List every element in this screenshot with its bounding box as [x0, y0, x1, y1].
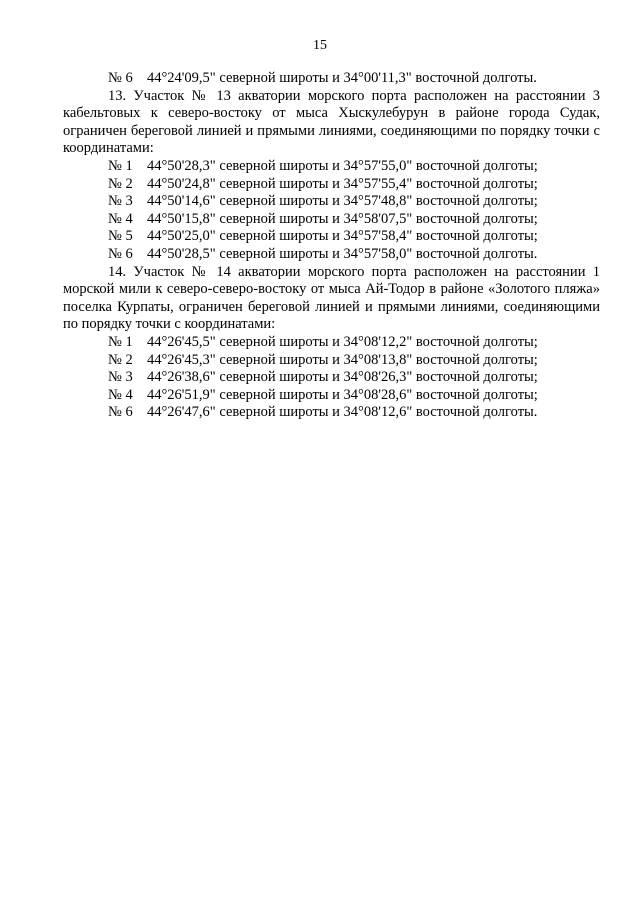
section-14-paragraph: 14. Участок № 14 акватории морского порта расположен на расстоянии 1 морской мили к северо-северо-востоку от мыса Ай-Тодор в районе «Золотого пляжа» поселка Курпаты, ограничен береговой линией и прямыми линиями, соединяющими по порядку точки с координатами: — [63, 263, 600, 333]
point-number: № 3 — [108, 369, 133, 386]
point-number: № 4 — [108, 386, 133, 403]
point-number: № 2 — [108, 351, 133, 368]
point-number: № 6 — [108, 245, 133, 262]
point-coordinates: 44°50'28,5" северной широты и 34°57'58,0" восточной долготы. — [147, 245, 538, 262]
point-coordinates: 44°24'09,5" северной широты и 34°00'11,3" восточной долготы. — [147, 70, 537, 86]
point-number: № 6 — [108, 404, 133, 421]
document-body — [63, 70, 600, 422]
coordinate-line — [63, 387, 600, 405]
point-coordinates: 44°50'28,3" северной широты и 34°57'55,0" восточной долготы; — [147, 157, 538, 174]
coordinate-line — [63, 334, 600, 352]
point-coordinates: 44°50'15,8" северной широты и 34°58'07,5" восточной долготы; — [147, 210, 538, 227]
coordinate-line — [63, 176, 600, 194]
coordinate-line — [63, 211, 600, 229]
point-coordinates: 44°26'47,6" северной широты и 34°08'12,6" восточной долготы. — [147, 404, 538, 421]
coordinate-line — [63, 352, 600, 370]
coordinate-line — [63, 369, 600, 387]
coordinate-line — [63, 404, 600, 422]
point-coordinates: 44°26'45,5" северной широты и 34°08'12,2" восточной долготы; — [147, 333, 538, 350]
point-coordinates: 44°26'51,9" северной широты и 34°08'28,6" восточной долготы; — [147, 386, 538, 403]
page-number: 15 — [313, 38, 327, 53]
point-coordinates: 44°50'14,6" северной широты и 34°57'48,8" восточной долготы; — [147, 193, 538, 210]
point-coordinates: 44°26'38,6" северной широты и 34°08'26,3" восточной долготы; — [147, 369, 538, 386]
point-number: № 3 — [108, 193, 133, 210]
coordinate-line — [63, 158, 600, 176]
point-coordinates: 44°26'45,3" северной широты и 34°08'13,8" восточной долготы; — [147, 351, 538, 368]
coordinate-line — [63, 228, 600, 246]
section-13-paragraph: 13. Участок № 13 акватории морского порта расположен на расстоянии 3 кабельтовых к северо-востоку от мыса Хыскулебурун в районе города Судак, ограничен береговой линией и прямыми линиями, соединяющими по порядку точки с координатами: — [63, 87, 600, 157]
point-number: № 1 — [108, 333, 133, 350]
coordinate-line — [63, 246, 600, 264]
point-number: № 5 — [108, 228, 133, 245]
coordinate-line — [63, 193, 600, 211]
point-coordinates: 44°50'24,8" северной широты и 34°57'55,4" восточной долготы; — [147, 175, 538, 192]
coordinate-line — [63, 70, 600, 88]
point-number: № 6 — [108, 70, 133, 86]
point-number: № 1 — [108, 157, 133, 174]
point-coordinates: 44°50'25,0" северной широты и 34°57'58,4" восточной долготы; — [147, 228, 538, 245]
point-number: № 2 — [108, 175, 133, 192]
point-number: № 4 — [108, 210, 133, 227]
